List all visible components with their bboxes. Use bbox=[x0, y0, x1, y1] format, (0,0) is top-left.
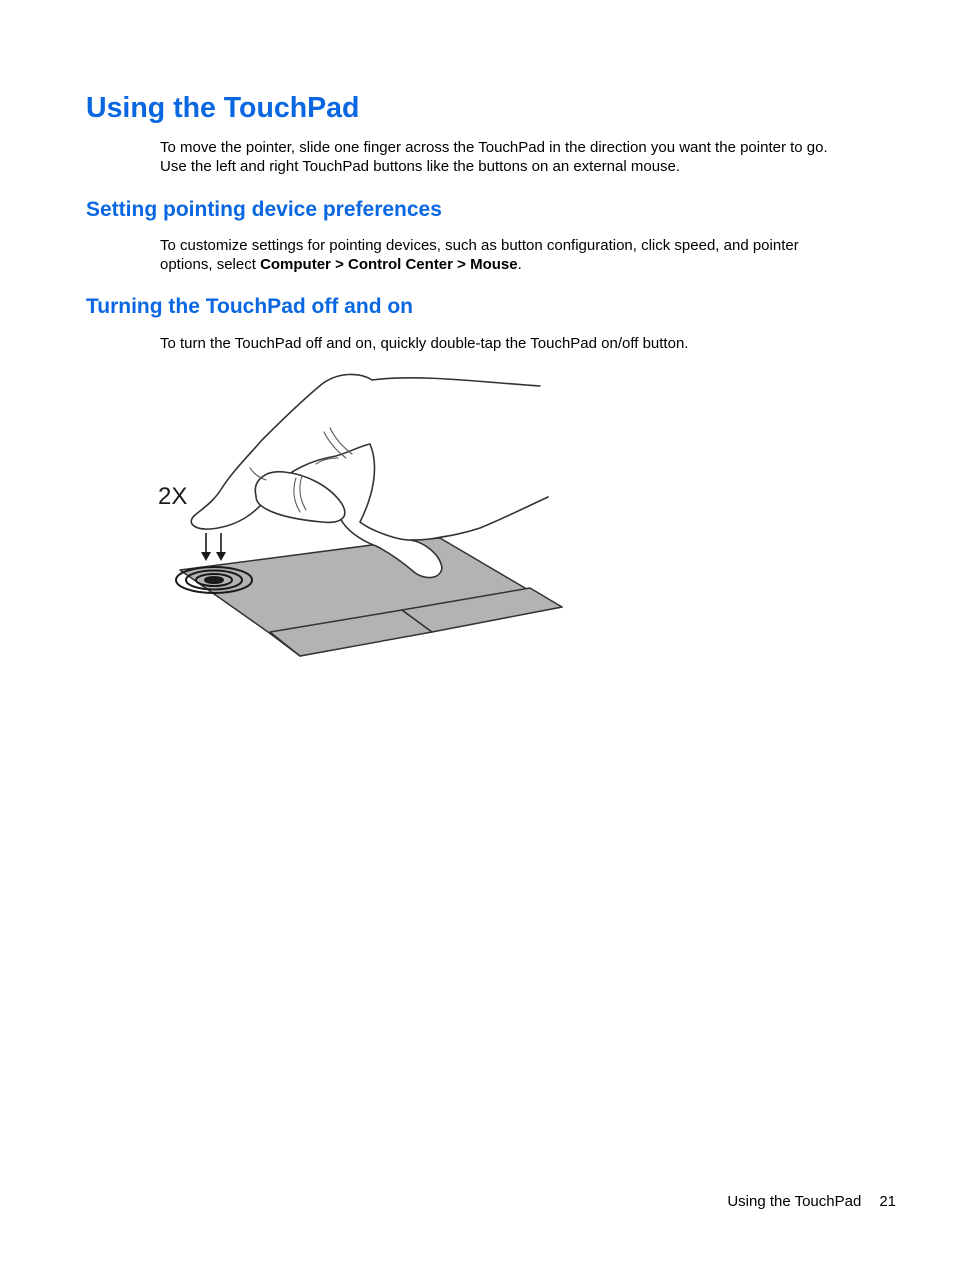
toggle-line-1: To turn the TouchPad off and on, quickly double-tap the TouchPad on/off button. bbox=[160, 335, 689, 352]
ripple-center bbox=[205, 577, 223, 583]
tap-count-label: 2X bbox=[158, 483, 188, 510]
intro-line-1: To move the pointer, slide one finger across the TouchPad in the direction you want the pointer to go. bbox=[160, 139, 828, 156]
touchpad-illustration bbox=[150, 362, 570, 660]
preferences-line-1: To customize settings for pointing devices, such as button configuration, click speed, and pointer bbox=[160, 237, 799, 254]
preferences-line-2-suffix: . bbox=[517, 256, 522, 273]
tap-arrows bbox=[201, 533, 226, 561]
section-heading-preferences: Setting pointing device preferences bbox=[86, 198, 442, 221]
page-number: 21 bbox=[879, 1193, 896, 1210]
tap-arrow-right-head bbox=[216, 552, 226, 561]
preferences-line-2-prefix: options, select bbox=[160, 256, 261, 273]
intro-line-2: Use the left and right TouchPad buttons like the buttons on an external mouse. bbox=[160, 158, 681, 175]
menu-path: Computer > Control Center > Mouse bbox=[260, 256, 518, 273]
page-footer bbox=[600, 1192, 896, 1211]
footer-title: Using the TouchPad bbox=[727, 1193, 862, 1210]
tap-arrow-left-head bbox=[201, 552, 211, 561]
section-heading-toggle: Turning the TouchPad off and on bbox=[86, 295, 414, 318]
page-title: Using the TouchPad bbox=[86, 92, 360, 124]
preferences-line-2 bbox=[160, 255, 522, 274]
